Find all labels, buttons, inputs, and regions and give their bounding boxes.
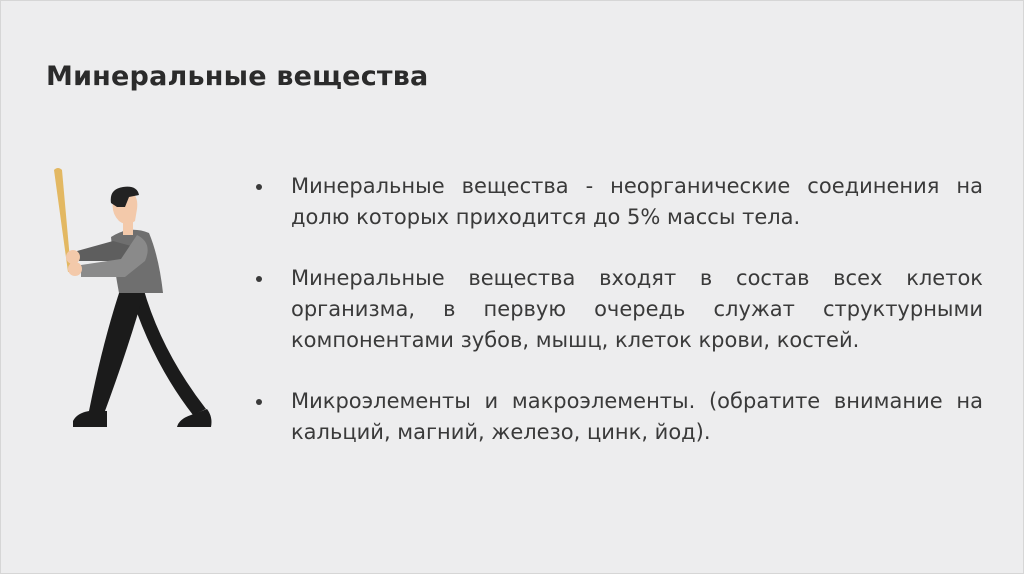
bullet-item bbox=[251, 263, 983, 356]
bullet-icon bbox=[256, 184, 262, 190]
bullet-text: Минеральные вещества - неорганические соединения на долю которых приходится до 5% массы тела. bbox=[291, 174, 983, 229]
bullet-icon bbox=[256, 399, 262, 405]
back-leg bbox=[129, 287, 206, 415]
left-shoe bbox=[73, 411, 107, 427]
bullet-text: Минеральные вещества входят в состав всех клеток организма, в первую очередь служат структурными компонентами зубов, мышц, клеток крови, костей. bbox=[291, 266, 983, 352]
hand-top bbox=[66, 250, 80, 264]
front-leg bbox=[89, 287, 145, 411]
bullet-item bbox=[251, 171, 983, 233]
bullet-list bbox=[251, 171, 983, 478]
bullet-icon bbox=[256, 276, 262, 282]
bullet-text: Микроэлементы и макроэлементы. (обратите внимание на кальций, магний, железо, цинк, йод). bbox=[291, 389, 983, 444]
batter-svg bbox=[41, 161, 231, 441]
baseball-batter-illustration bbox=[41, 161, 231, 441]
bullet-item bbox=[251, 386, 983, 448]
slide-title: Минеральные вещества bbox=[46, 61, 429, 92]
hand-bottom bbox=[68, 262, 82, 276]
